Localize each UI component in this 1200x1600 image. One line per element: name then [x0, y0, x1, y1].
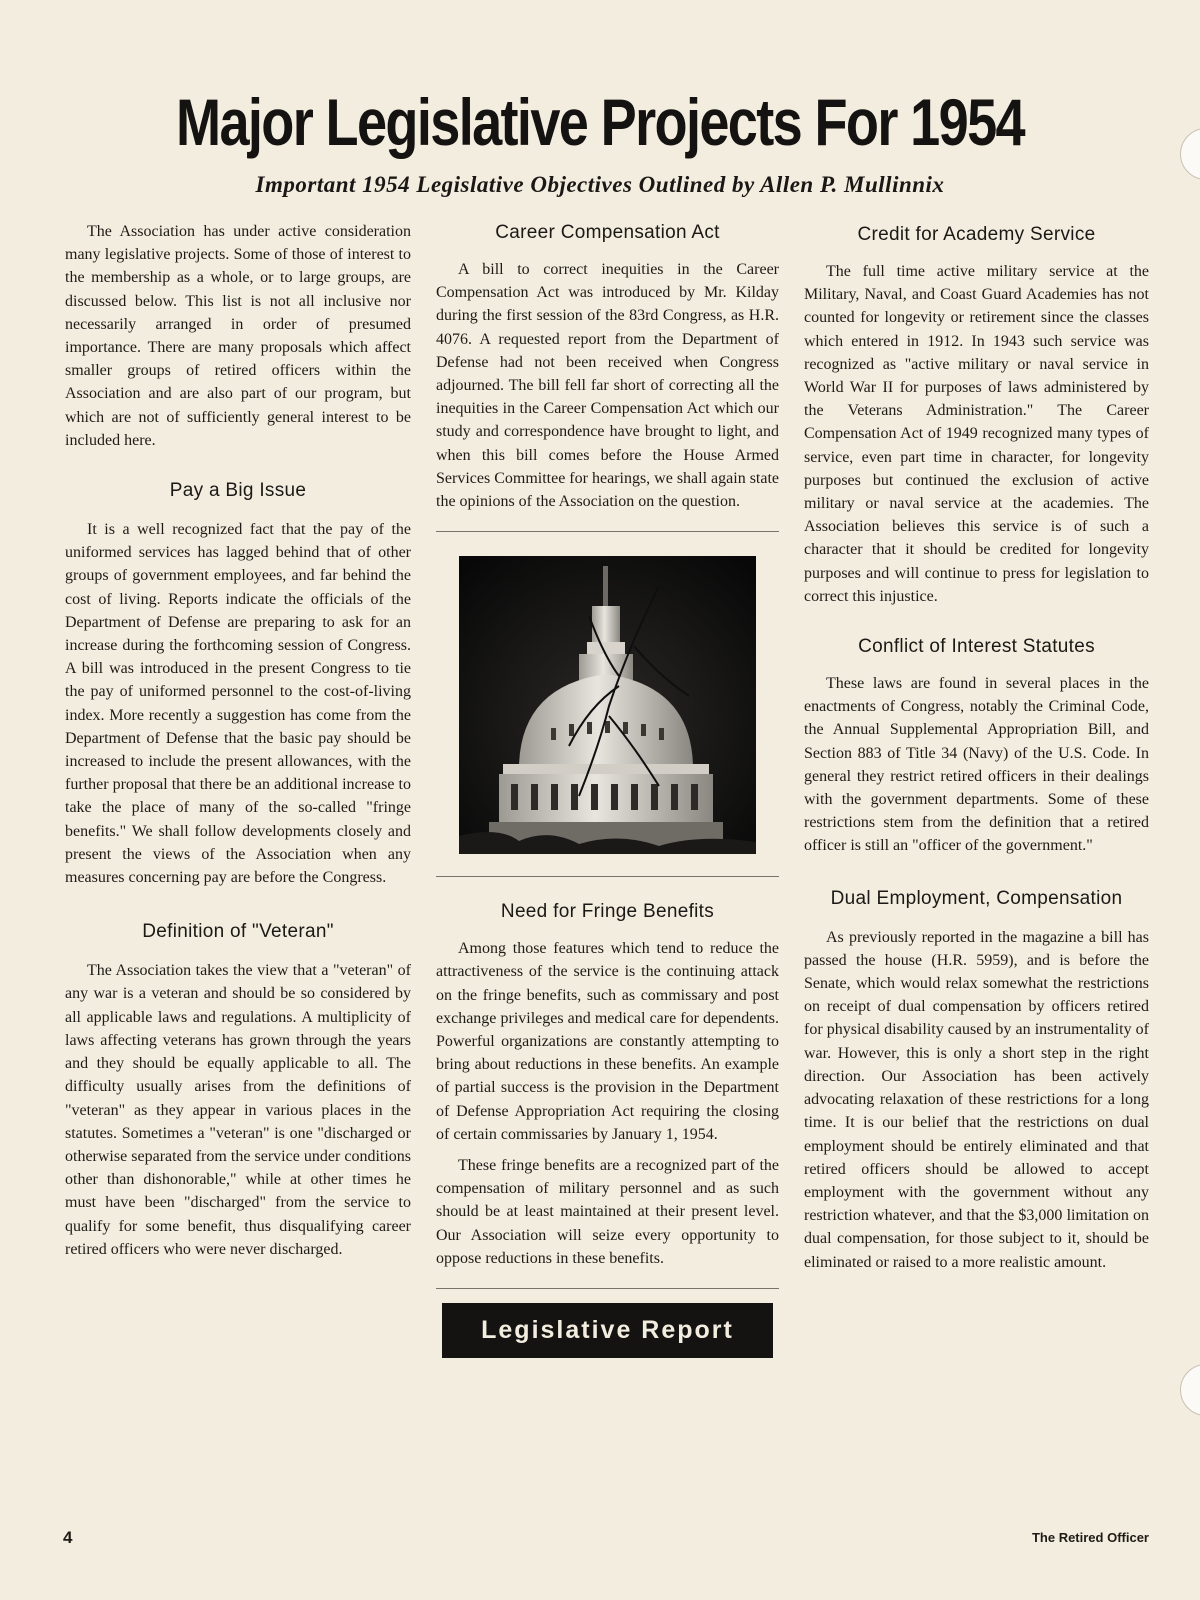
page-number: 4: [63, 1528, 73, 1547]
veteran-paragraph: The Association takes the view that a "veteran" of any war is a veteran and should be so considered by all applicable laws and regulations. A multiplicity of laws affecting veterans has grown through the years and they should be equally applicable to all. The difficulty usually arises from the definitions of "veteran" as they appear in various places in the statutes. Sometimes a "veteran" is one "discharged or otherwise separated from the service under conditions other than dishonorable," while at other times he must have been "discharged" from the service to qualify for some benefit, thus disqualifying career retired officers who were never discharged.: [65, 962, 411, 1258]
career-heading: Career Compensation Act: [495, 222, 720, 243]
column-middle: [436, 220, 779, 1358]
pay-heading: Pay a Big Issue: [169, 480, 307, 502]
dual-paragraph: As previously reported in the magazine a bill has passed the house (H.R. 5959), and is before the Senate, which would relax somewhat the restrictions on receipt of dual compensation by officers retired for physical disability caused by an instrumentality of war. However, this is only a short step in the right direction. Our Association has been actively advocating relaxation of these restrictions for a long time. It is our belief that the restrictions on dual employment should be entirely eliminated and that retired officers should be allowed to accept employment with the government without any restriction whatever, and that the $3,000 limitation on dual compensation, for those subject to it, should be eliminated or raised to a more realistic amount.: [804, 928, 1149, 1271]
divider-rule: [436, 531, 779, 532]
career-paragraph: A bill to correct inequities in the Career Compensation Act was introduced by Mr. Kilday during the first session of the 83rd Congress, as H.R. 4076. A requested report from the Department of Defense had not been received when Congress adjourned. The bill fell far short of correcting all the inequities in the Career Compensation Act which our study and correspondence have brought to light, and when this bill comes before the House Armed Services Committee for hearings, we shall again state the opinions of the Association on the question.: [436, 261, 780, 511]
divider-rule: [436, 876, 779, 877]
veteran-heading: Definition of "Veteran": [142, 921, 334, 943]
binder-hole: [1180, 1364, 1200, 1416]
dual-heading: Dual Employment, Compensation: [830, 887, 1123, 909]
fringe-paragraph-1: Among those features which tend to reduce the attractiveness of the service is the continuing attack on the fringe benefits, such as commissary and post exchange privileges and medical care for dependents. Powerful organizations are constantly attempting to bring about reductions in these benefits. An example of partial success is the provision in the Department of Defense Appropriation Act requiring the closing of certain commissaries by January 1, 1954.: [436, 940, 779, 1143]
fringe-heading: Need for Fringe Benefits: [500, 901, 715, 923]
page-subtitle: Important 1954 Legislative Objectives Outlined by Allen P. Mullinnix: [255, 172, 945, 197]
academy-paragraph: The full time active military service at the Military, Naval, and Coast Guard Academies has not counted for longevity or retirement since the classes which entered in 1912. In 1943 such service was recognized as "active military or naval service in World War II for purposes of laws administered by the Veterans Administration." The Career Compensation Act of 1949 recognized many types of service, even part time in character, for longevity purposes but continued the exclusion of active military or naval service at the academies. The Association believes this service is of such a character that it should be credited for longevity purposes and will continue to press for legislation to correct this injustice.: [804, 263, 1149, 605]
conflict-paragraph: These laws are found in several places in the enactments of Congress, notably the Criminal Code, the Annual Supplemental Appropriation Bill, and Section 883 of Title 34 (Navy) of the U.S. Code. In general they restrict retired officers in their dealings with the government departments. Some of these restrictions stem from the definition that a retired officer is still an "officer of the government.": [804, 675, 1149, 855]
pay-paragraph: It is a well recognized fact that the pay of the uniformed services has lagged behind that of other groups of government employees, and far behind the cost of living. Reports indicate the officials of the Department of Defense are preparing to ask for an increase during the forthcoming session of Congress. A bill was introduced in the present Congress to tie the pay of uniformed personnel to the cost-of-living index. More recently a suggestion has come from the Department of Defense that the basic pay should be increased to include the present allowances, with the further proposal that there be an additional increase to take the place of many of the so-called "fringe benefits." We shall follow developments closely and present the views of the Association when any measures concerning pay are before the Congress.: [65, 521, 411, 887]
divider-rule: [436, 1288, 779, 1289]
column-left: [65, 220, 411, 1261]
publication-name: The Retired Officer: [1031, 1530, 1149, 1545]
academy-heading: Credit for Academy Service: [857, 224, 1096, 245]
capitol-dome-photo: [459, 556, 756, 854]
column-right: [804, 220, 1149, 1274]
intro-paragraph: The Association has under active consideration many legislative projects. Some of those of interest to the membership as a whole, or to large groups, are discussed below. This list is not all inclusive nor necessarily arranged in order of presumed importance. There are many proposals which affect smaller groups of retired officers within the Association and are also part of our program, but which are not of sufficiently general interest to be included here.: [65, 223, 411, 449]
legislative-report-banner: Legislative Report: [442, 1303, 773, 1358]
capitol-dome-illustration: [459, 556, 756, 854]
page-title: Major Legislative Projects For 1954: [176, 85, 1024, 159]
fringe-paragraph-2: These fringe benefits are a recognized part of the compensation of military personnel and as such should be at least maintained at their present level. Our Association will seize every opportunity to oppose reductions in these benefits.: [436, 1157, 779, 1267]
conflict-heading: Conflict of Interest Statutes: [858, 636, 1095, 658]
